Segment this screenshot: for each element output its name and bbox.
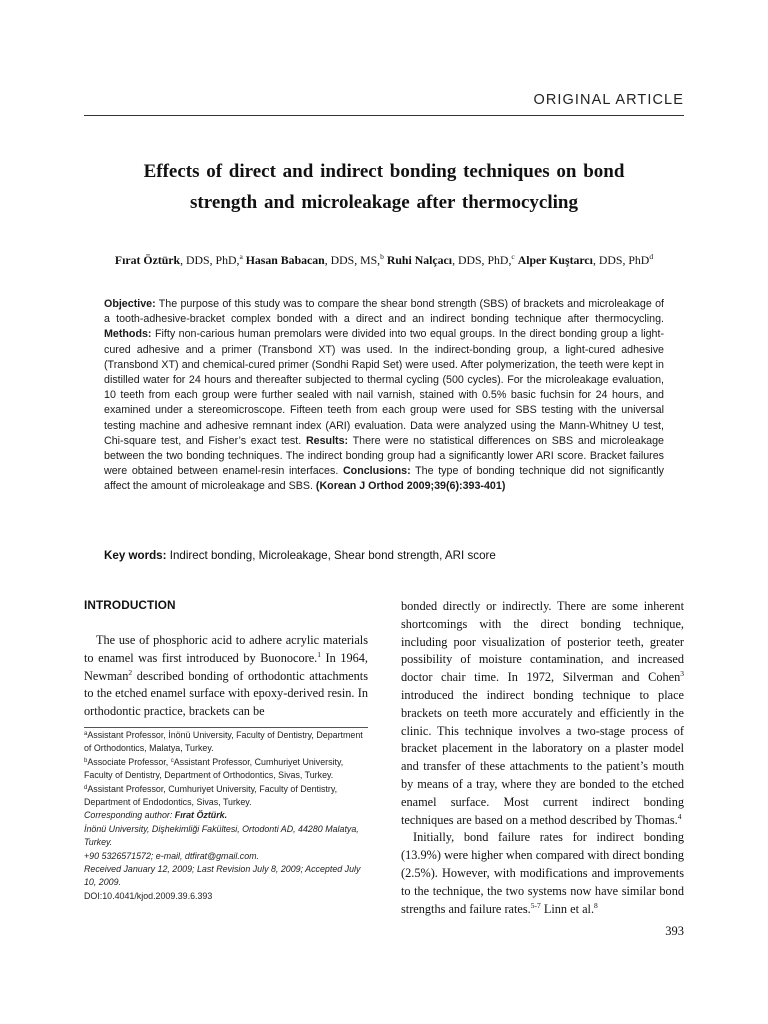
author-name: Alper Kuştarcı <box>517 253 593 267</box>
title-line-2: strength and microleakage after thermocycling <box>190 192 578 213</box>
intro-text: described bonding of orthodontic attachments to the etched enamel surface with epoxy-derived resin. In orthodontic practice, brackets can be <box>84 668 368 719</box>
corresponding-name: Fırat Öztürk. <box>174 810 228 821</box>
footnotes <box>84 729 368 903</box>
footnote-a <box>84 729 368 756</box>
methods-text: Fifty non-carious human premolars were divided into two equal groups. In the direct bonding group a light-cured adhesive and a primer (Transbond XT) was used. In the indirect-bonding group, a light-cured adhesive (Transbond XT) and chemical-cured primer (Sondhi Rapid Set) were used. After polymerization, the teeth were kept in distilled water for 24 hours and thereafter subjected to thermal cycling (500 cycles). For the microleakage evaluation, 10 teeth from each group were further sealed with nail varnish, stained with 0.5% basic fuchsin for 24 hours, and examined under a stereomicroscope. Fifteen teeth from each group were used for SBS testing with the universal testing machine and adhesive remnant index (ARI) evaluation. Data were analyzed using the Mann-Whitney U test, Chi-square test, and Fisher’s exact test. <box>104 328 664 447</box>
section-label: ORIGINAL ARTICLE <box>533 92 684 108</box>
reference-marker: 3 <box>680 669 684 679</box>
methods-label: Methods: <box>104 328 152 341</box>
footnote-marker: a <box>84 731 88 737</box>
footnote-d <box>84 783 368 810</box>
footnote-bc <box>84 756 368 783</box>
author-degrees: , DDS, PhD <box>592 253 650 267</box>
reference-marker: 2 <box>128 667 133 677</box>
footnote-marker: d <box>84 784 88 791</box>
footnote-marker: c <box>170 757 174 764</box>
reference-marker: 5-7 <box>530 900 541 910</box>
intro-paragraph-2 <box>401 829 684 918</box>
intro-text: In 1964, Newman <box>84 650 369 683</box>
affiliation-marker: a <box>239 252 243 261</box>
received-dates: Received January 12, 2009; Last Revision July 8, 2009; Accepted July 10, 2009. <box>84 864 361 888</box>
intro-text: Linn et al. <box>540 901 595 916</box>
footnote-text: Assistant Professor, Cumhuriyet University, Faculty of Dentistry, Department of Endodontics, Sivas, Turkey. <box>84 783 338 808</box>
author-list <box>72 253 696 268</box>
footnote-marker: b <box>84 757 88 764</box>
title-line-1: Effects of direct and indirect bonding techniques on bond <box>143 161 625 182</box>
keywords-text: Indirect bonding, Microleakage, Shear bond strength, ARI score <box>166 549 496 562</box>
corresponding-label: Corresponding author: <box>84 810 175 821</box>
conclusions-label: Conclusions: <box>342 465 411 478</box>
objective-text: The purpose of this study was to compare the shear bond strength (SBS) of brackets and microleakage of a tooth-adhesive-bracket complex bonded with a direct and an indirect bonding technique after thermocycling. <box>104 298 664 326</box>
affiliation-marker: b <box>380 252 384 261</box>
author-name: Fırat Öztürk <box>114 253 181 267</box>
header-rule <box>84 115 684 116</box>
intro-text: Initially, bond failure rates for indirect bonding (13.9%) were higher when compared with direct bonding (2.5%). However, with modifications and improvements to the technique, the two systems now have similar bond strengths and failure rates. <box>401 830 684 916</box>
author-degrees: , DDS, PhD, <box>452 253 512 267</box>
results-text: There were no statistical differences on SBS and microleakage between the two bonding techniques. The indirect bonding group had a significantly lower ARI score. Bracket failures were obtained between enamel-resin interfaces. <box>104 434 664 478</box>
corresponding-author <box>84 809 368 822</box>
left-column <box>84 598 368 721</box>
objective-label: Objective: <box>104 298 156 310</box>
introduction-heading: INTRODUCTION <box>84 598 176 612</box>
author-degrees: , DDS, MS, <box>324 253 381 267</box>
author-name: Ruhi Nalçacı <box>386 253 453 267</box>
footnote-text: Assistant Professor, Cumhuriyet University, Faculty of Dentistry, Department of Orthodontics, Sivas, Turkey. <box>84 756 344 781</box>
reference-marker: 4 <box>677 811 682 821</box>
author-name: Hasan Babacan <box>245 253 325 267</box>
intro-paragraph-1 <box>84 632 368 721</box>
intro-text: introduced the indirect bonding technique to place brackets on teeth more accurately and efficiently in the clinic. This technique involves a two-stage process of bracket placement in the laboratory on a plaster model and transfer of these attachments to the patient’s mouth by means of a tray, where they are bonded to the etched enamel surface. Most current indirect bonding techniques are based on a method described by Thomas. <box>401 687 684 827</box>
reference-marker: 8 <box>594 900 598 910</box>
footnote-text: Associate Professor, <box>87 756 171 767</box>
keywords <box>104 549 664 562</box>
affiliation-marker: d <box>649 252 654 261</box>
conclusions-text: The type of bonding technique did not significantly affect the amount of microleakage and SBS. <box>104 465 664 493</box>
journal-citation: (Korean J Orthod 2009;39(6):393-401) <box>315 480 506 493</box>
right-column <box>401 598 684 918</box>
article-title <box>84 156 684 218</box>
reference-marker: 1 <box>317 649 321 659</box>
footnote-rule <box>84 727 368 728</box>
affiliation-marker: c <box>511 252 515 261</box>
corresponding-address: İnönü University, Dişhekimliği Fakültesi, Ortodonti AD, 44280 Malatya, Turkey. <box>84 823 359 848</box>
results-label: Results: <box>305 434 349 447</box>
intro-text: bonded directly or indirectly. There are some inherent shortcomings with the direct bonding technique, including poor visualization of posterior teeth, greater possibility of moisture contamination, and increased doctor chair time. In 1972, Silverman and Cohen <box>401 599 684 685</box>
intro-paragraph-1-continued <box>401 598 684 829</box>
author-degrees: , DDS, PhD, <box>180 253 240 267</box>
doi: DOI:10.4041/kjod.2009.39.6.393 <box>84 890 213 901</box>
keywords-label: Key words: <box>104 549 167 562</box>
page-number: 393 <box>665 924 684 938</box>
footnote-text: Assistant Professor, İnönü University, Faculty of Dentistry, Department of Orthodontics, Malatya, Turkey. <box>84 730 363 754</box>
intro-text: The use of phosphoric acid to adhere acrylic materials to enamel was first introduced by Buonocore. <box>84 633 368 665</box>
abstract <box>104 297 664 495</box>
corresponding-contact: +90 5326571572; e-mail, dtfirat@gmail.com. <box>84 850 260 861</box>
